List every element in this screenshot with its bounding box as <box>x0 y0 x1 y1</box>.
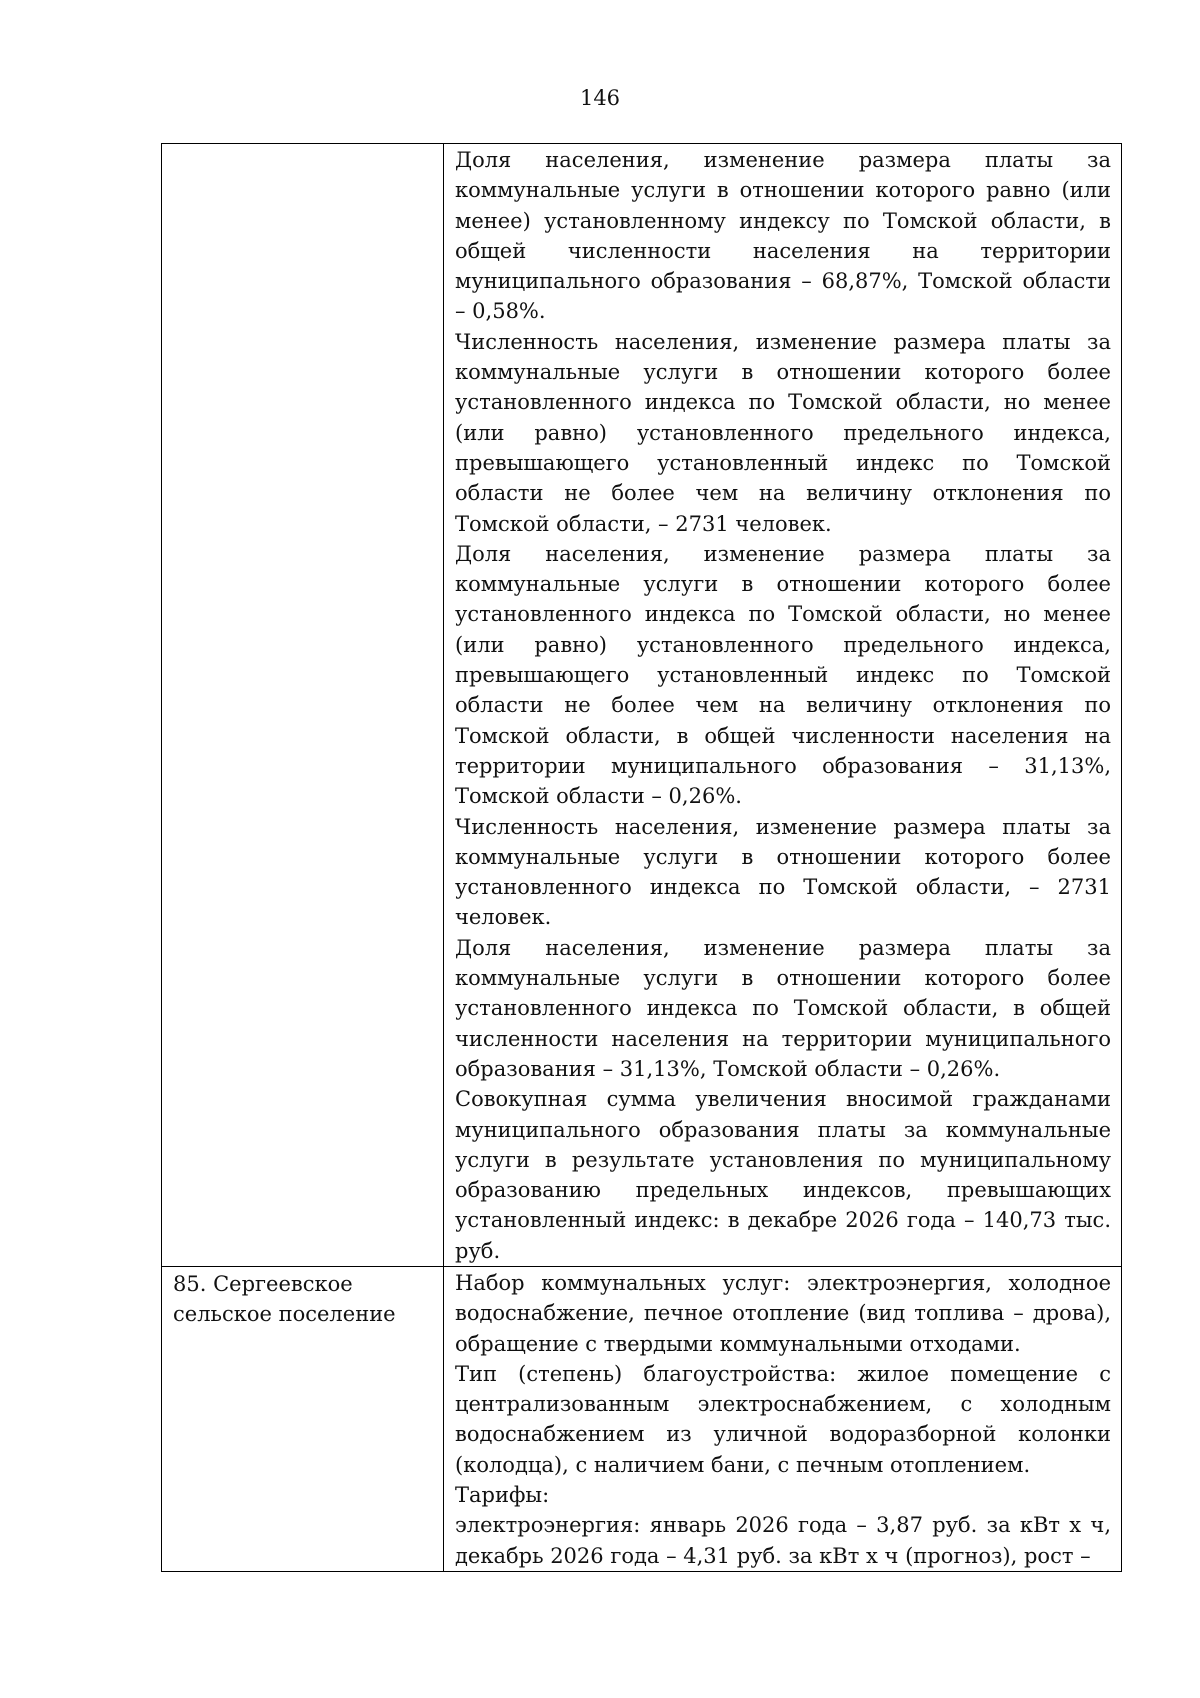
paragraph: Набор коммунальных услуг: электроэнергия, холодное водоснабжение, печное отопление (вид топлива – дрова), обращение с твердыми коммунальными отходами. <box>455 1270 1111 1356</box>
municipality-cell <box>162 144 444 1267</box>
indicator-table <box>161 143 1122 1572</box>
page-number: 146 <box>579 86 621 110</box>
municipality-cell <box>162 1266 444 1571</box>
paragraph: Тип (степень) благоустройства: жилое помещение с централизованным электроснабжением, с холодным водоснабжением из уличной водоразборной колонки (колодца), с наличием бани, с печным отоплением. <box>455 1361 1111 1477</box>
municipality-name: 85. Сергеевское сельское поселение <box>173 1271 396 1327</box>
table-row <box>162 1266 1122 1571</box>
paragraph: Численность населения, изменение размера платы за коммунальные услуги в отношении которого более установленного индекса по Томской области, но менее (или равно) установленного предельного индекса, превышающего установленный индекс по Томской области не более чем на величину отклонения по Томской области, – 2731 человек. <box>455 329 1111 536</box>
paragraph: Совокупная сумма увеличения вносимой гражданами муниципального образования платы за коммунальные услуги в результате установления по муниципальному образованию предельных индексов, превышающих установленный индекс: в декабре 2026 года – 140,73 тыс. руб. <box>455 1087 1111 1263</box>
paragraph: Доля населения, изменение размера платы за коммунальные услуги в отношении которого равно (или менее) установленному индексу по Томской области, в общей численности населения на территории муниципального образования – 68,87%, Томской области – 0,58%. <box>455 148 1111 324</box>
municipality-name <box>162 144 443 146</box>
description-cell <box>444 1266 1122 1571</box>
paragraph: Доля населения, изменение размера платы за коммунальные услуги в отношении которого более установленного индекса по Томской области, но менее (или равно) установленного предельного индекса, превышающего установленный индекс по Томской области не более чем на величину отклонения по Томской области, в общей численности населения на территории муниципального образования – 31,13%, Томской области – 0,26%. <box>455 541 1111 809</box>
paragraph: Доля населения, изменение размера платы за коммунальные услуги в отношении которого более установленного индекса по Томской области, в общей численности населения на территории муниципального образования – 31,13%, Томской области – 0,26%. <box>455 935 1111 1081</box>
paragraph: Тарифы: <box>455 1483 550 1508</box>
paragraph: Численность населения, изменение размера платы за коммунальные услуги в отношении которого более установленного индекса по Томской области, – 2731 человек. <box>455 814 1111 930</box>
table-row <box>162 144 1122 1267</box>
description-cell <box>444 144 1122 1267</box>
paragraph: электроэнергия: январь 2026 года – 3,87 руб. за кВт х ч, декабрь 2026 года – 4,31 руб. за кВт х ч (прогноз), рост – <box>455 1513 1111 1568</box>
